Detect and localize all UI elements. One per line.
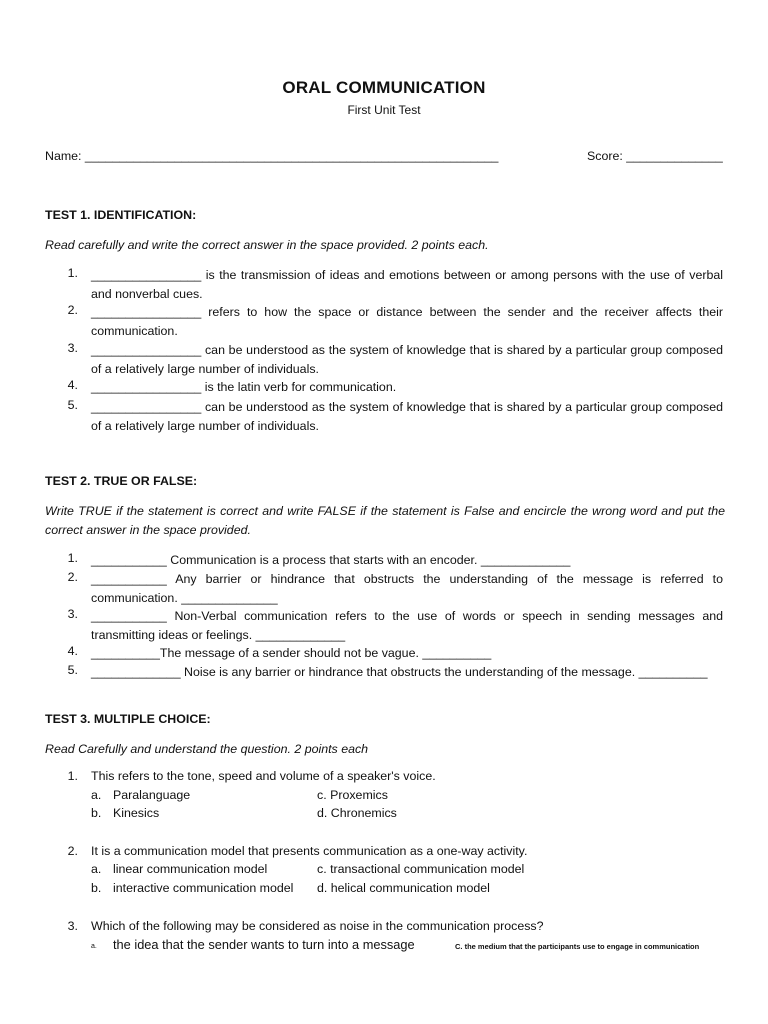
page-title: ORAL COMMUNICATION: [282, 78, 486, 97]
test2-item-number: 1.: [67, 551, 78, 565]
test1-item-text: ________________ refers to how the space or distance between the sender and the receiver affects their communication.: [91, 305, 723, 338]
question-number: 2.: [67, 844, 78, 858]
option-c: c. Proxemics: [317, 788, 388, 802]
option-c: c. transactional communication model: [317, 862, 525, 876]
test1-item-number: 4.: [67, 378, 78, 392]
test1-item-text: ________________ can be understood as the system of knowledge that is shared by a particular group composed of a relatively large number of individuals.: [91, 400, 723, 433]
test1-item-text: ________________ is the transmission of ideas and emotions between or among persons with the use of verbal and nonverbal cues.: [91, 268, 723, 301]
test1-item-number: 1.: [67, 266, 78, 280]
option-c: C. the medium that the participants use to engage in communication: [455, 942, 700, 951]
test2-item-text: ___________ Communication is a process that starts with an encoder. _____________: [91, 553, 571, 567]
test1-item-text: ________________ is the latin verb for communication.: [91, 380, 397, 394]
question-number: 1.: [67, 769, 78, 783]
test3-instructions: Read Carefully and understand the question. 2 points each: [45, 742, 369, 756]
page-subtitle: First Unit Test: [347, 103, 421, 117]
test2-item-text: ___________ Any barrier or hindrance that obstructs the understanding of the message is referred to communication. ______________: [91, 572, 723, 605]
test1-item-number: 2.: [67, 303, 78, 317]
score-field-line: Score: ______________: [587, 149, 723, 163]
test2-item-number: 4.: [67, 644, 78, 658]
option-letter-a: a.: [91, 862, 102, 876]
name-field-line: Name: ____________________________________________________________: [45, 149, 499, 163]
question-text: Which of the following may be considered as noise in the communication process?: [91, 919, 544, 933]
test2-item-number: 2.: [67, 570, 78, 584]
test2-instructions: Write TRUE if the statement is correct and write FALSE if the statement is False and encircle the wrong word and put the correct answer in the space provided.: [45, 504, 725, 537]
test1-heading: TEST 1. IDENTIFICATION:: [45, 208, 197, 222]
test2-item-number: 3.: [67, 607, 78, 621]
option-letter-b: b.: [91, 881, 102, 895]
option-a: Paralanguage: [113, 788, 191, 802]
option-a: the idea that the sender wants to turn into a message: [113, 937, 415, 952]
test1-item-text: ________________ can be understood as the system of knowledge that is shared by a particular group composed of a relatively large number of individuals.: [91, 343, 723, 376]
option-letter-a: a.: [91, 788, 102, 802]
option-letter-a: a.: [91, 943, 97, 950]
test1-item-number: 5.: [67, 398, 78, 412]
test2-item-number: 5.: [67, 663, 78, 677]
option-d: d. Chronemics: [317, 806, 397, 820]
option-b: Kinesics: [113, 806, 160, 820]
question-text: This refers to the tone, speed and volume of a speaker's voice.: [91, 769, 436, 783]
option-d: d. helical communication model: [317, 881, 490, 895]
test1-instructions: Read carefully and write the correct answer in the space provided. 2 points each.: [45, 238, 489, 252]
test2-item-text: __________The message of a sender should not be vague. __________: [91, 646, 492, 660]
test2-item-text: _____________ Noise is any barrier or hindrance that obstructs the understanding of the message. __________: [91, 665, 708, 679]
test1-item-number: 3.: [67, 341, 78, 355]
test3-heading: TEST 3. MULTIPLE CHOICE:: [45, 712, 211, 726]
option-b: interactive communication model: [113, 881, 294, 895]
question-text: It is a communication model that presents communication as a one-way activity.: [91, 844, 528, 858]
test2-heading: TEST 2. TRUE OR FALSE:: [45, 474, 198, 488]
question-number: 3.: [67, 919, 78, 933]
test2-item-text: ___________ Non-Verbal communication refers to the use of words or speech in sending messages and transmitting ideas or feelings. _____________: [91, 609, 723, 642]
option-a: linear communication model: [113, 862, 268, 876]
option-letter-b: b.: [91, 806, 102, 820]
